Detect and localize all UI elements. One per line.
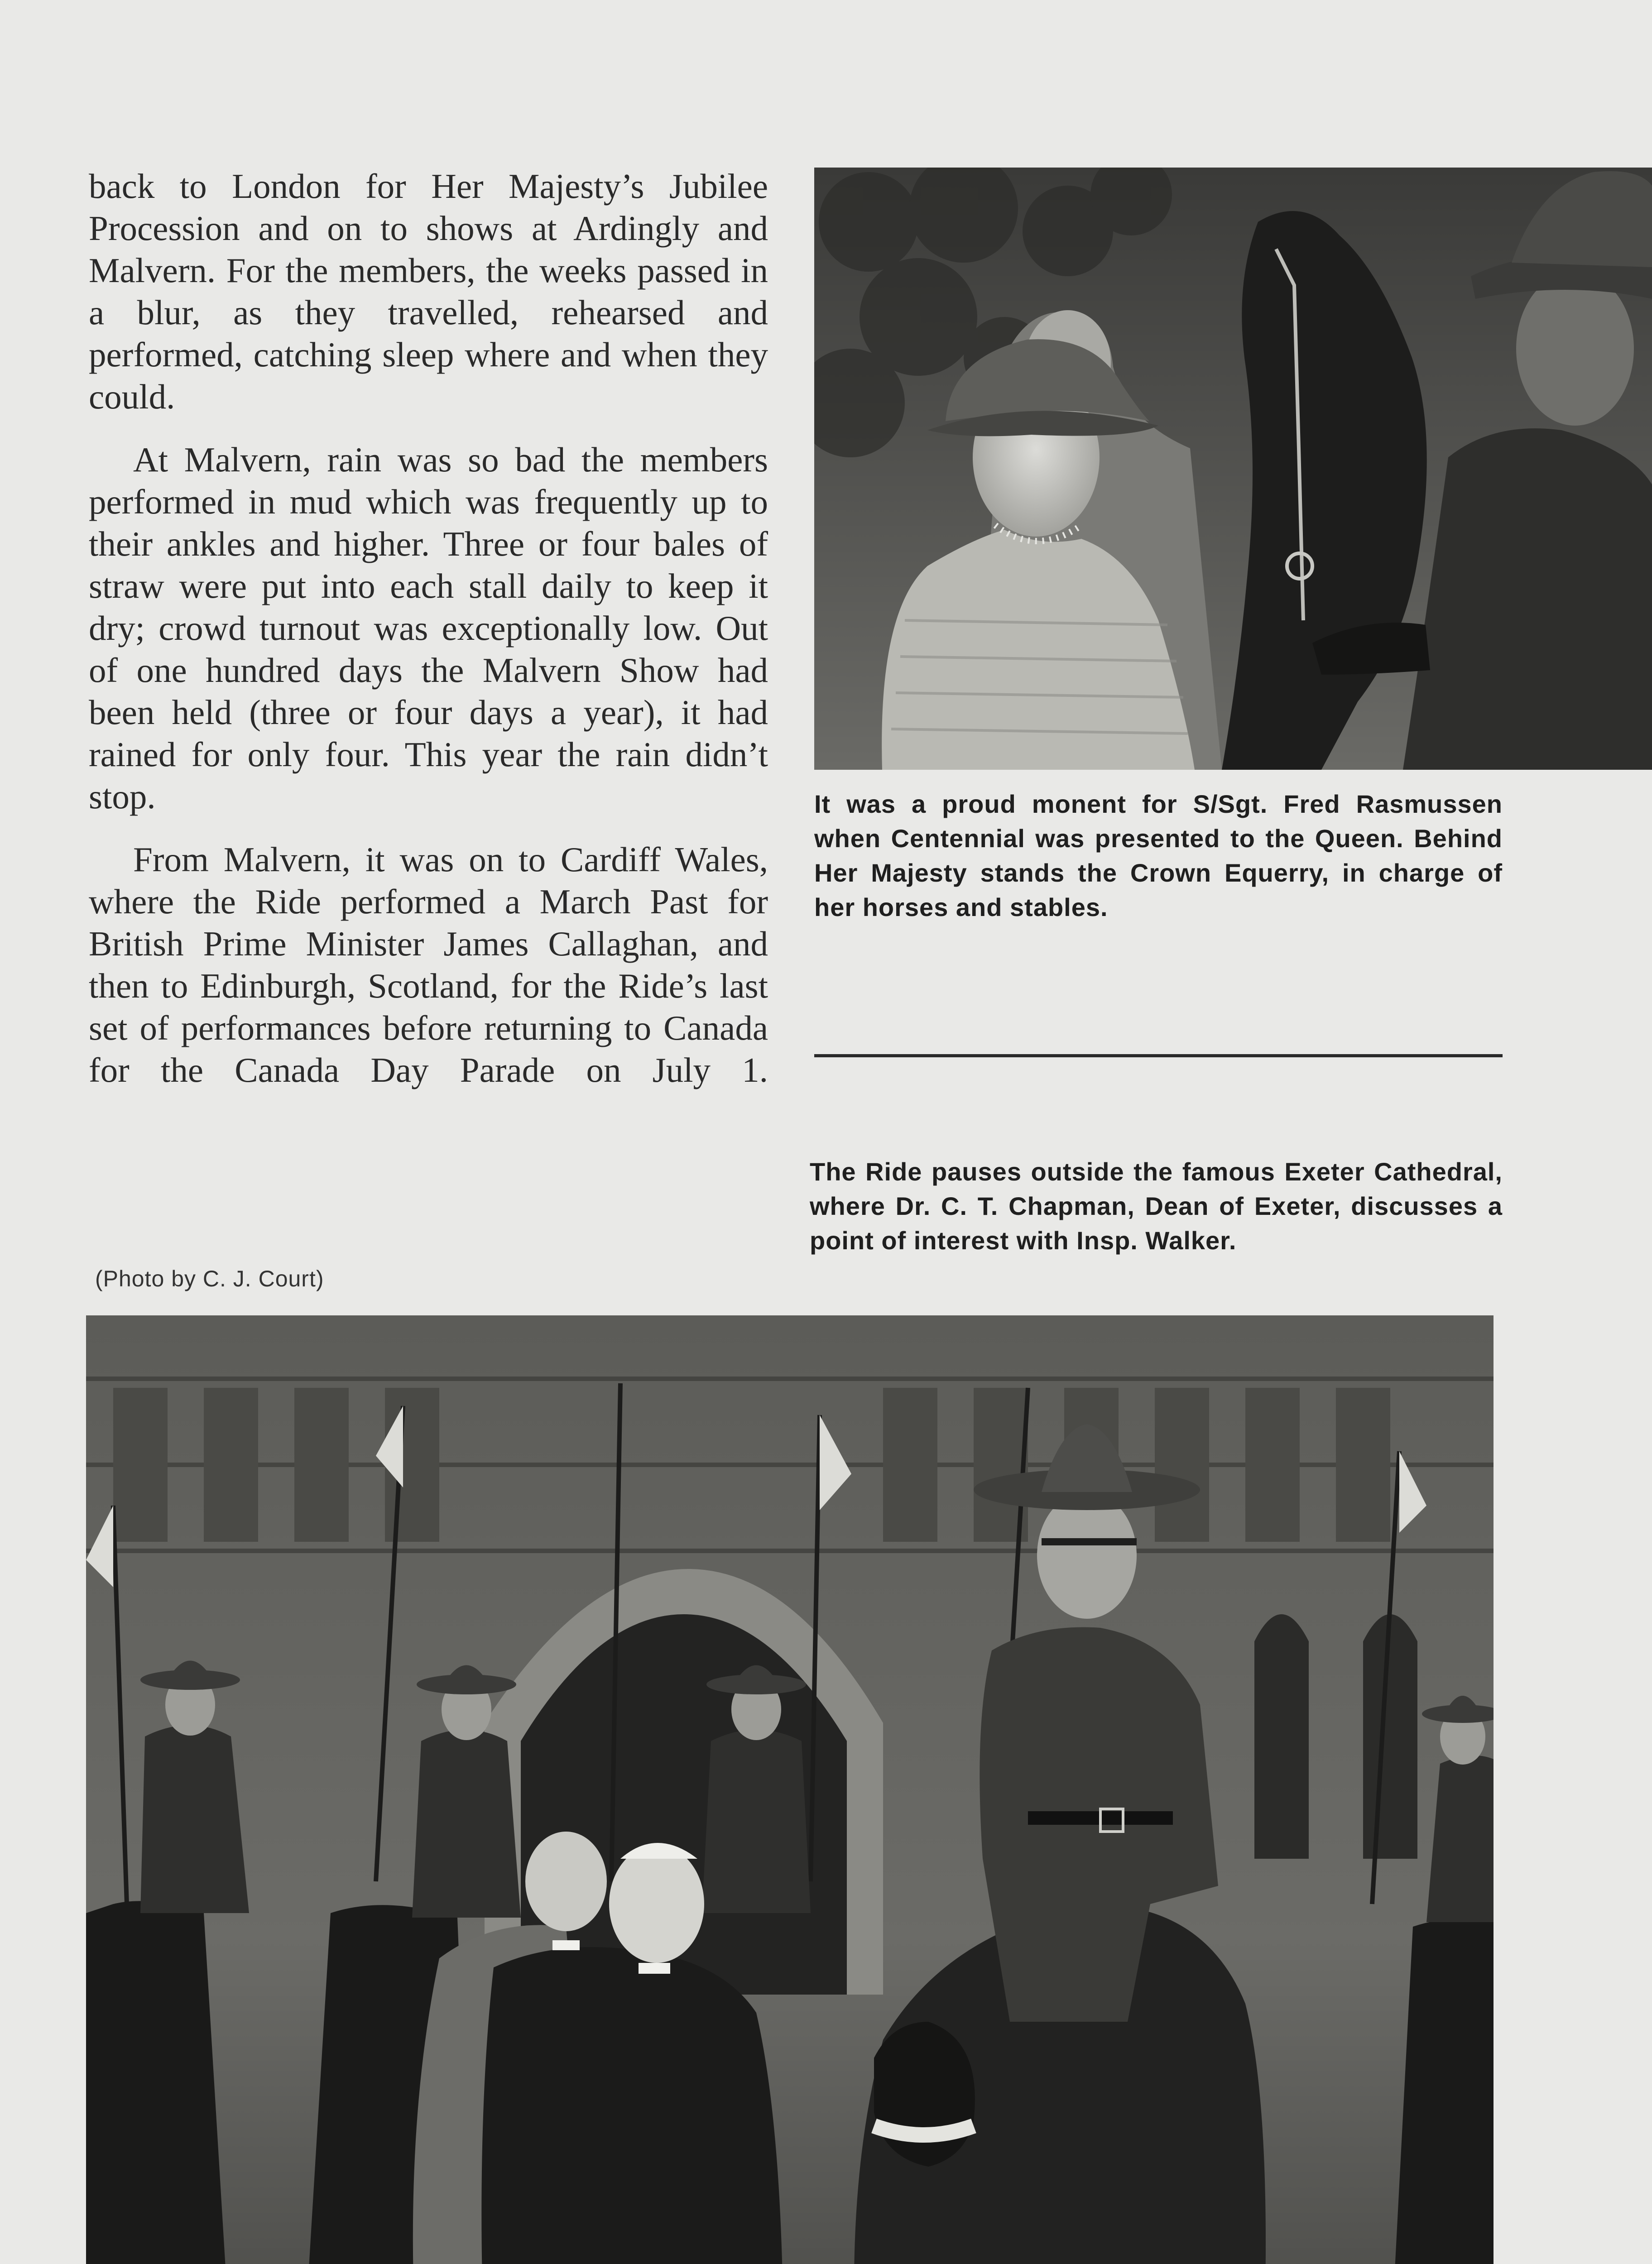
queen-horse-photo bbox=[814, 168, 1652, 770]
exeter-cathedral-photo-illustration bbox=[86, 1315, 1494, 2264]
queen-horse-photo-illustration bbox=[814, 168, 1652, 770]
article-body bbox=[89, 165, 768, 1112]
queen-photo-caption: It was a proud monent for S/Sgt. Fred Rasmussen when Centennial was presented to the Queen. Behind Her Majesty stands the Crown Equerry, in charge of her horses and stables. bbox=[814, 790, 1503, 921]
article-paragraph-3: From Malvern, it was on to Cardiff Wales, where the Ride performed a March Past for British Prime Minister James Callaghan, and then to Edinburgh, Scotland, for the Ride’s last set of performances before returning to Canada for the Canada Day Parade on July 1. bbox=[89, 840, 768, 1089]
exeter-cathedral-photo bbox=[86, 1315, 1494, 2264]
caption-divider bbox=[814, 1054, 1503, 1057]
photo-credit: (Photo by C. J. Court) bbox=[95, 1266, 324, 1291]
cathedral-photo-caption: The Ride pauses outside the famous Exeter Cathedral, where Dr. C. T. Chapman, Dean of Exeter, discusses a point of interest with Insp. Walker. bbox=[810, 1157, 1503, 1255]
article-paragraph-2: At Malvern, rain was so bad the members performed in mud which was frequently up to their ankles and higher. Three or four bales of straw were put into each stall daily to keep it dry; crowd turnout was exceptionally low. Out of one hundred days the Malvern Show had been held (three or four days a year), it had rained for only four. This year the rain didn’t stop. bbox=[89, 440, 768, 816]
article-paragraph-1: back to London for Her Majesty’s Jubilee Procession and on to shows at Ardingly and Malvern. For the members, the weeks passed in a blur, as they travelled, rehearsed and performed, catching sleep where and when they could. bbox=[89, 167, 768, 416]
